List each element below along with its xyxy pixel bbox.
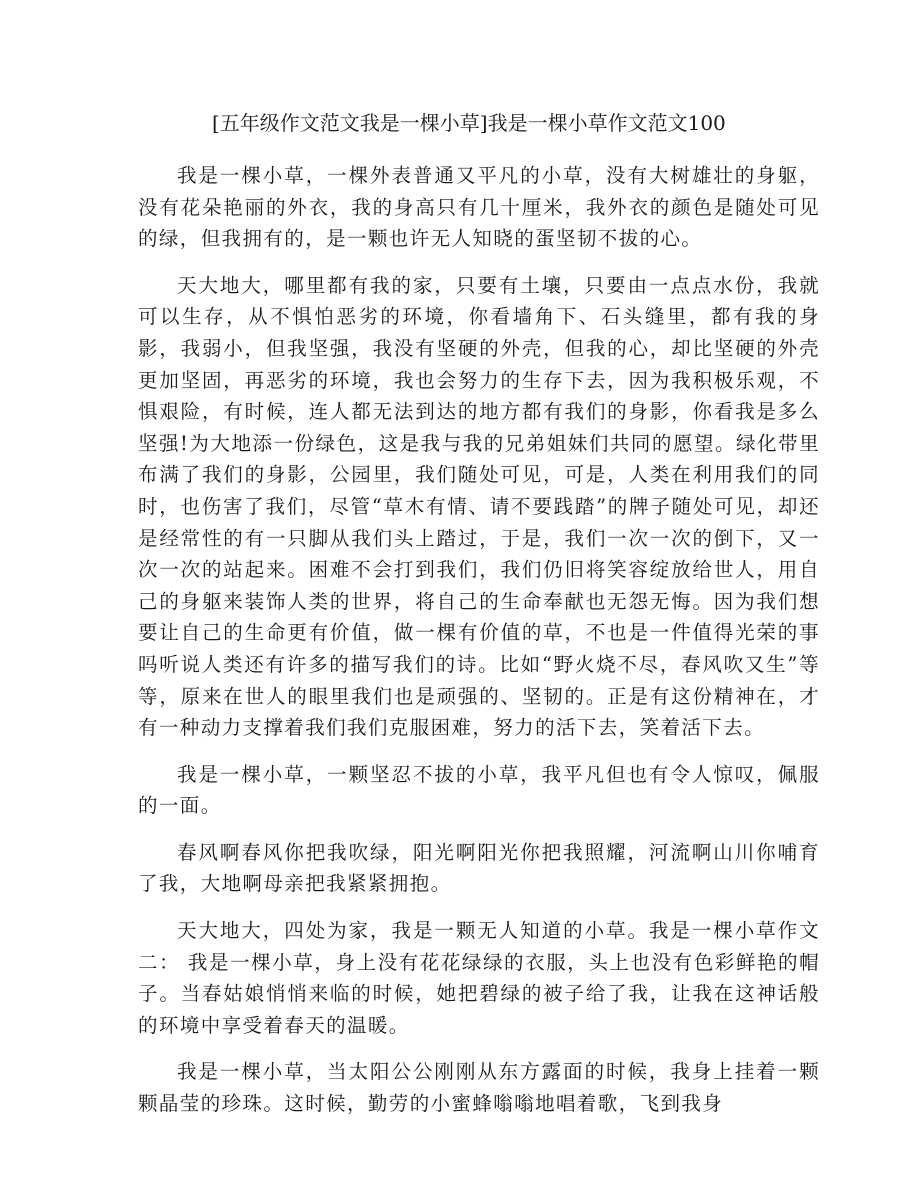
- paragraph-4: 春风啊春风你把我吹绿，阳光啊阳光你把我照耀，河流啊山川你哺育了我，大地啊母亲把我紧紧拥抱。: [138, 840, 820, 896]
- paragraph-3: 我是一棵小草，一颗坚忍不拔的小草，我平凡但也有令人惊叹，佩服的一面。: [138, 762, 820, 818]
- document-title: [五年级作文范文我是一棵小草]我是一棵小草作文范文100: [212, 111, 726, 135]
- paragraph-1: 我是一棵小草，一棵外表普通又平凡的小草，没有大树雄壮的身躯，没有花朵艳丽的外衣，我的身高只有几十厘米，我外衣的颜色是随处可见的绿，但我拥有的，是一颗也许无人知晓的蛋坚韧不拔的心。: [138, 164, 820, 251]
- paragraph-2: 天大地大，哪里都有我的家，只要有土壤，只要由一点点水份，我就可以生存，从不惧怕恶劣的环境，你看墙角下、石头缝里，都有我的身影，我弱小，但我坚强，我没有坚硬的外壳，但我的心，却比坚硬的外壳更加坚固，再恶劣的环境，我也会努力的生存下去，因为我积极乐观，不惧艰险，有时候，连人都无法到达的地方都有我们的身影，你看我是多么坚强!为大地添一份绿色，这是我与我的兄弟姐妹们共同的愿望。绿化带里布满了我们的身影，公园里，我们随处可见，可是，人类在利用我们的同时，也伤害了我们，尽管“草木有情、请不要践踏”的牌子随处可见，却还是经常性的有一只脚从我们头上踏过，于是，我们一次一次的倒下，又一次一次的站起来。困难不会打到我们，我们仍旧将笑容绽放给世人，用自己的身躯来装饰人类的世界，将自己的生命奉献也无怨无悔。因为我们想要让自己的生命更有价值，做一棵有价值的草，不也是一件值得光荣的事吗听说人类还有许多的描写我们的诗。比如“野火烧不尽，春风吹又生”等等，原来在世人的眼里我们也是顽强的、坚韧的。正是有这份精神在，才有一种动力支撑着我们我们克服困难，努力的活下去，笑着活下去。: [138, 273, 820, 740]
- paragraph-6: 我是一棵小草，当太阳公公刚刚从东方露面的时候，我身上挂着一颗颗晶莹的珍珠。这时候，勤劳的小蜜蜂嗡嗡地唱着歌，飞到我身: [138, 1060, 820, 1116]
- paragraph-5: 天大地大，四处为家，我是一颗无人知道的小草。我是一棵小草作文二： 我是一棵小草，身上没有花花绿绿的衣服，头上也没有色彩鲜艳的帽子。当春姑娘悄悄来临的时候，她把碧绿的被子给了我，让我在这神话般的环境中享受着春天的温暖。: [138, 919, 820, 1037]
